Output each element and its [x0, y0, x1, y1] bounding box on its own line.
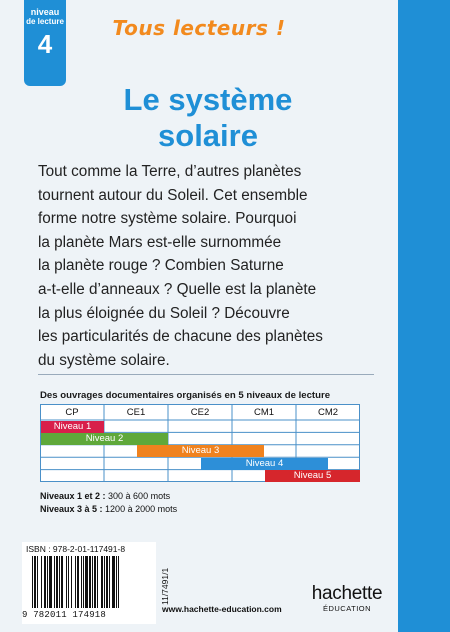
note-levels-3-5-label: Niveaux 3 à 5 : — [40, 504, 103, 514]
blurb-line: les particularités de chacune des planètes — [38, 328, 323, 346]
barcode-bar — [61, 556, 63, 608]
blurb-line: du système solaire. — [38, 351, 170, 369]
barcode-bar — [34, 556, 36, 608]
barcode-bar — [92, 556, 93, 608]
level-bar-niveau-3: Niveau 3 — [137, 445, 264, 457]
back-cover-blurb — [38, 160, 378, 372]
barcode-bar — [66, 556, 67, 608]
barcode-bar — [97, 556, 98, 608]
barcode-bar — [44, 556, 46, 608]
note-levels-1-2 — [40, 490, 177, 503]
barcode-panel — [22, 542, 156, 624]
section-divider — [38, 374, 374, 375]
series-title: Tous lecteurs ! — [112, 16, 286, 40]
barcode-bar — [54, 556, 55, 608]
column-header-cp: CP — [65, 407, 79, 418]
barcode-bar — [56, 556, 58, 608]
reading-level-badge — [24, 0, 66, 86]
blurb-line: forme notre système solaire. Pourquoi — [38, 210, 297, 228]
barcode-digits: 9 782011 174918 — [22, 610, 107, 620]
badge-label-de-lecture: de lecture — [26, 17, 64, 26]
blurb-line: Tout comme la Terre, d’autres planètes — [38, 163, 302, 180]
barcode-bar — [37, 556, 38, 608]
level-bar-niveau-1: Niveau 1 — [41, 421, 104, 433]
level-bar-niveau-4: Niveau 4 — [201, 458, 328, 470]
book-title — [60, 82, 356, 154]
level-bar-niveau-5: Niveau 5 — [265, 470, 360, 482]
publisher-name: hachette — [311, 583, 383, 604]
note-levels-1-2-value: 300 à 600 mots — [105, 491, 171, 501]
barcode-bar — [81, 556, 82, 608]
barcode-bar — [112, 556, 115, 608]
barcode-bar — [71, 556, 72, 608]
barcode-bar — [59, 556, 60, 608]
blurb-line: la plus éloignée du Soleil ? Découvre — [38, 304, 290, 322]
note-levels-1-2-label: Niveaux 1 et 2 : — [40, 491, 106, 501]
badge-level-number: 4 — [37, 29, 53, 59]
barcode-bar — [32, 556, 33, 608]
word-count-notes — [40, 490, 177, 516]
barcode-bar — [101, 556, 103, 608]
book-title-line-2: solaire — [158, 118, 258, 153]
blurb-line: a-t-elle d’anneaux ? Quelle est la planète — [38, 280, 317, 298]
badge-label-niveau: niveau — [30, 7, 60, 17]
right-blue-band — [398, 0, 450, 632]
barcode-bar — [41, 556, 42, 608]
column-header-ce2: CE2 — [190, 407, 210, 418]
barcode-bar — [104, 556, 105, 608]
blurb-line: la planète rouge ? Combien Saturne — [38, 257, 284, 275]
isbn-text: ISBN : 978-2-01-117491-8 — [26, 544, 126, 554]
barcode-bar — [47, 556, 48, 608]
publisher-website: www.hachette-education.com — [162, 604, 282, 614]
book-title-line-1: Le système — [123, 82, 293, 117]
publisher-logo — [306, 584, 388, 614]
blurb-line: tournent autour du Soleil. Cet ensemble — [38, 186, 308, 204]
column-header-cm2: CM2 — [317, 407, 339, 418]
barcode-bar — [83, 556, 84, 608]
blurb-line: la planète Mars est-elle surnommée — [38, 233, 282, 251]
publisher-subtitle: ÉDUCATION — [322, 604, 372, 613]
barcode-bar — [75, 556, 76, 608]
barcode-bar — [49, 556, 52, 608]
barcode-bar — [68, 556, 69, 608]
barcode-bar — [116, 556, 117, 608]
barcode-bar — [109, 556, 110, 608]
barcode-bar — [118, 556, 119, 608]
levels-table-intro: Des ouvrages documentaires organisés en 5 niveaux de lecture — [40, 390, 331, 401]
level-bar-niveau-2: Niveau 2 — [41, 433, 168, 445]
reading-levels-table — [40, 404, 360, 482]
note-levels-3-5-value: 1200 à 2000 mots — [102, 504, 178, 514]
barcode-bar — [106, 556, 108, 608]
barcode-bar — [85, 556, 88, 608]
note-levels-3-5 — [40, 503, 177, 516]
column-header-cm1: CM1 — [253, 407, 275, 418]
barcode-bar — [94, 556, 96, 608]
barcode-bar — [89, 556, 91, 608]
side-product-code: 11/7491/1 — [160, 567, 170, 605]
barcode-bar — [77, 556, 79, 608]
column-header-ce1: CE1 — [126, 407, 146, 418]
